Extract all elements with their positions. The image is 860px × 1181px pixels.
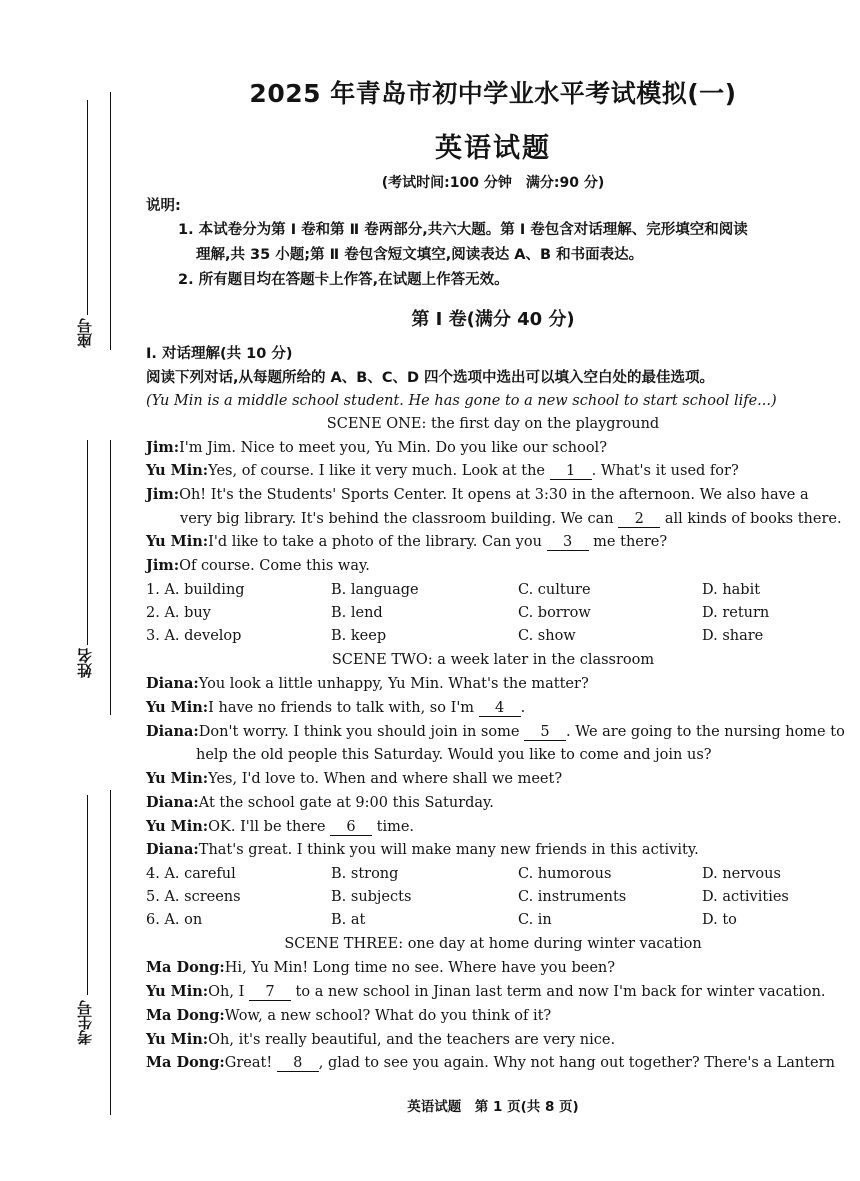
instruction-1-line-1: 1. 本试卷分为第 Ⅰ 卷和第 Ⅱ 卷两部分,共六大题。第 Ⅰ 卷包含对话理解、完形填空和阅读 xyxy=(178,222,748,238)
utterance: . What's it used for? xyxy=(591,463,739,479)
margin-rule xyxy=(110,440,111,715)
utterance: At the school gate at 9:00 this Saturday. xyxy=(198,795,494,811)
utterance: time. xyxy=(376,819,415,835)
speaker: Yu Min: xyxy=(146,770,209,787)
utterance: Yes, of course. I like it very much. Look at the xyxy=(208,463,546,479)
dialogue-line xyxy=(146,1006,551,1026)
binding-margin xyxy=(0,0,112,1181)
name-fill-line xyxy=(87,440,88,645)
utterance: Great! xyxy=(224,1055,273,1071)
seat-fill-line xyxy=(87,100,88,315)
utterance: , glad to see you again. Why not hang out together? There's a Lantern xyxy=(318,1055,835,1071)
option: 2. A. buy xyxy=(146,605,211,621)
option: 4. A. careful xyxy=(146,866,236,882)
dialogue-line xyxy=(146,698,525,718)
speaker: Diana: xyxy=(146,841,199,858)
dialogue-line xyxy=(146,817,414,837)
utterance: . We are going to the nursing home to xyxy=(566,724,845,740)
option: 1. A. building xyxy=(146,582,245,598)
option: D. activities xyxy=(702,889,789,905)
utterance: I have no friends to talk with, so I'm xyxy=(208,700,475,716)
dialogue-line xyxy=(180,509,842,529)
blank-2: 2 xyxy=(618,511,660,528)
utterance: to a new school in Jinan last term and now I'm back for winter vacation. xyxy=(295,984,826,1000)
speaker: Jim: xyxy=(146,486,180,503)
utterance: I'd like to take a photo of the library. Can you xyxy=(208,534,542,550)
option: B. strong xyxy=(331,866,399,882)
option: D. to xyxy=(702,912,737,928)
name-label: 姓名 xyxy=(76,648,94,678)
scene2-title: SCENE TWO: a week later in the classroom xyxy=(331,652,655,668)
speaker: Diana: xyxy=(146,794,199,811)
option: 3. A. develop xyxy=(146,628,242,644)
utterance: Hi, Yu Min! Long time no see. Where have you been? xyxy=(224,960,616,976)
option: D. nervous xyxy=(702,866,781,882)
options-block-2 xyxy=(146,864,840,934)
subject-title: 英语试题 xyxy=(435,133,551,164)
page-footer: 英语试题 第 1 页(共 8 页) xyxy=(407,1099,579,1115)
utterance: Oh, it's really beautiful, and the teachers are very nice. xyxy=(208,1032,616,1048)
dialogue-line xyxy=(146,485,809,505)
speaker: Jim: xyxy=(146,557,180,574)
instruction-2: 2. 所有题目均在答题卡上作答,在试题上作答无效。 xyxy=(178,272,509,288)
blank-7: 7 xyxy=(249,984,291,1001)
dialogue-line xyxy=(146,769,562,789)
speaker: Yu Min: xyxy=(146,533,209,550)
dialogue-line xyxy=(146,556,370,576)
part1-direction: 阅读下列对话,从每题所给的 A、B、C、D 四个选项中选出可以填入空白处的最佳选项。 xyxy=(146,370,715,386)
scene1-title: SCENE ONE: the first day on the playground xyxy=(326,416,660,432)
utterance: Oh! It's the Students' Sports Center. It opens at 3:30 in the afternoon. We also have a xyxy=(179,487,809,503)
dialogue-line xyxy=(146,840,699,860)
margin-rule xyxy=(110,92,111,350)
speaker: Yu Min: xyxy=(146,462,209,479)
part1-intro: (Yu Min is a middle school student. He has gone to a new school to start school life...) xyxy=(146,393,777,409)
time-score: (考试时间:100 分钟 满分:90 分) xyxy=(381,175,605,191)
margin-rule xyxy=(110,790,111,1115)
utterance: I'm Jim. Nice to meet you, Yu Min. Do you like our school? xyxy=(179,440,607,456)
option: B. lend xyxy=(331,605,383,621)
speaker: Yu Min: xyxy=(146,699,209,716)
exam-no-fill-line xyxy=(87,795,88,995)
speaker: Diana: xyxy=(146,675,199,692)
speaker: Yu Min: xyxy=(146,983,209,1000)
option: 5. A. screens xyxy=(146,889,241,905)
speaker: Ma Dong: xyxy=(146,1054,225,1071)
option: D. habit xyxy=(702,582,761,598)
dialogue-line xyxy=(196,745,712,765)
utterance: Of course. Come this way. xyxy=(179,558,370,574)
utterance: Don't worry. I think you should join in some xyxy=(198,724,520,740)
speaker: Ma Dong: xyxy=(146,1007,225,1024)
option: B. keep xyxy=(331,628,387,644)
blank-4: 4 xyxy=(479,700,521,717)
part1-heading: Ⅰ. 对话理解(共 10 分) xyxy=(146,346,293,362)
scene3-title: SCENE THREE: one day at home during winter vacation xyxy=(284,936,702,952)
utterance: OK. I'll be there xyxy=(208,819,326,835)
options-block-1 xyxy=(146,580,840,650)
option: B. subjects xyxy=(331,889,412,905)
utterance: very big library. It's behind the classroom building. We can xyxy=(180,511,614,527)
exam-no-label: 考生号 xyxy=(76,1000,94,1045)
instruction-1-line-2: 理解,共 35 小题;第 Ⅱ 卷包含短文填空,阅读表达 A、B 和书面表达。 xyxy=(196,247,644,263)
blank-8: 8 xyxy=(277,1055,319,1072)
utterance: Yes, I'd love to. When and where shall we meet? xyxy=(208,771,563,787)
dialogue-line xyxy=(146,674,589,694)
option: C. instruments xyxy=(518,889,627,905)
dialogue-line xyxy=(146,532,667,552)
dialogue-line xyxy=(146,982,826,1002)
utterance: me there? xyxy=(593,534,668,550)
blank-1: 1 xyxy=(550,463,592,480)
utterance: all kinds of books there. xyxy=(664,511,842,527)
option: B. at xyxy=(331,912,366,928)
blank-6: 6 xyxy=(330,819,372,836)
speaker: Diana: xyxy=(146,723,199,740)
seat-label: 座号 xyxy=(76,318,94,348)
option: 6. A. on xyxy=(146,912,203,928)
utterance: You look a little unhappy, Yu Min. What's the matter? xyxy=(198,676,589,692)
speaker: Ma Dong: xyxy=(146,959,225,976)
dialogue-line xyxy=(146,722,845,742)
dialogue-line xyxy=(146,793,494,813)
option: C. borrow xyxy=(518,605,591,621)
exam-title: 2025 年青岛市初中学业水平考试模拟(一) xyxy=(249,79,737,108)
section-title: 第 Ⅰ 卷(满分 40 分) xyxy=(411,309,575,330)
option: D. return xyxy=(702,605,770,621)
option: C. culture xyxy=(518,582,591,598)
dialogue-line xyxy=(146,438,607,458)
blank-3: 3 xyxy=(547,534,589,551)
speaker: Yu Min: xyxy=(146,818,209,835)
dialogue-line xyxy=(146,958,615,978)
dialogue-line xyxy=(146,1030,615,1050)
option: D. share xyxy=(702,628,764,644)
utterance: help the old people this Saturday. Would you like to come and join us? xyxy=(196,747,712,763)
speaker: Yu Min: xyxy=(146,1031,209,1048)
speaker: Jim: xyxy=(146,439,180,456)
blank-5: 5 xyxy=(524,724,566,741)
utterance: . xyxy=(520,700,526,716)
option: C. in xyxy=(518,912,552,928)
option: B. language xyxy=(331,582,419,598)
utterance: Oh, I xyxy=(208,984,245,1000)
option: C. humorous xyxy=(518,866,612,882)
utterance: Wow, a new school? What do you think of it? xyxy=(224,1008,552,1024)
utterance: That's great. I think you will make many new friends in this activity. xyxy=(198,842,699,858)
instructions-label: 说明: xyxy=(146,198,181,214)
dialogue-line xyxy=(146,461,739,481)
dialogue-line xyxy=(146,1053,835,1073)
option: C. show xyxy=(518,628,576,644)
